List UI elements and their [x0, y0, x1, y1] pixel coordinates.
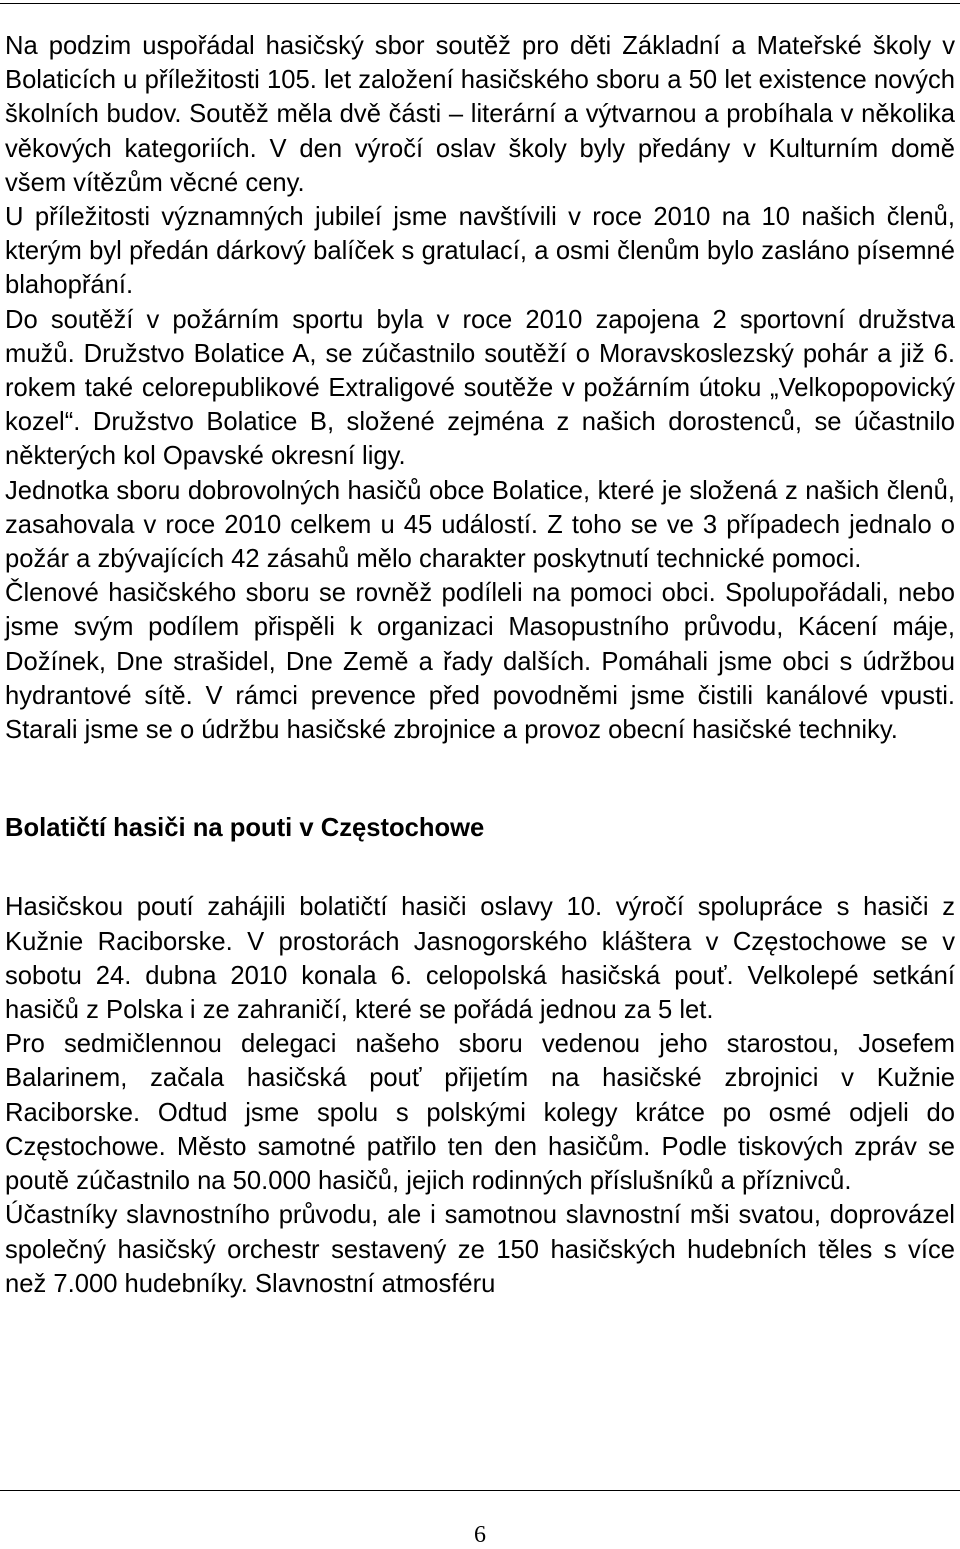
paragraph-fire-unit-interventions: Jednotka sboru dobrovolných hasičů obce Bolatice, které je složená z našich členů, zasahovala v roce 2010 celkem u 45 událostí. Z toho se ve 3 případech jednalo o požár a zbývajících 42 zásahů mělo charakter poskytnutí technické pomoci. — [5, 476, 955, 574]
top-rule — [0, 3, 960, 4]
section-spacer — [5, 747, 955, 811]
paragraph-school-competition: Na podzim uspořádal hasičský sbor soutěž pro děti Základní a Mateřské školy v Bolaticích u příležitosti 105. let založení hasičského sboru a 50 let existence nových školních budov. Soutěž měla dvě části – literární a výtvarnou a probíhala v několika věkových kategoriích. V den výročí oslav školy byly předány v Kulturním domě všem vítězům věcné ceny. — [5, 32, 955, 197]
paragraph-community-help: Členové hasičského sboru se rovněž podíleli na pomoci obci. Spolupořádali, nebo jsme svým podílem přispěli k organizaci Masopustního průvodu, Kácení máje, Dožínek, Dne strašidel, Dne Země a řady dalších. Pomáhali jsme obci s údržbou hydrantové sítě. V rámci prevence před povodněmi jsme čistili kanálové vpusti. Starali jsme se o údržbu hasičské zbrojnice a provoz obecní hasičské techniky. — [5, 579, 955, 745]
paragraph-jubilees: U příležitosti významných jubileí jsme navštívili v roce 2010 na 10 našich členů, kterým byl předán dárkový balíček s gratulací, a osmi členům bylo zasláno písemné blahopřání. — [5, 203, 955, 300]
section-spacer — [5, 845, 955, 890]
paragraph-fire-sport: Do soutěží v požárním sportu byla v roce 2010 zapojena 2 sportovní družstva mužů. Družstvo Bolatice A, se zúčastnilo soutěží o Moravskoslezský pohár a již 6. rokem také celorepublikové Extraligové soutěže v požárním útoku „Velkopopovický kozel“. Družstvo Bolatice B, složené zejména z našich dorostenců, se účastnilo některých kol Opavské okresní ligy. — [5, 305, 955, 471]
page-body — [5, 29, 955, 1301]
paragraph-delegation: Pro sedmičlennou delegaci našeho sboru vedenou jeho starostou, Josefem Balarinem, začala hasičská pouť přijetím na hasičské zbrojnici v Kužnie Raciborske. Odtud jsme spolu s polskými kolegy krátce po osmé odjeli do Częstochowe. Město samotné patřilo ten den hasičům. Podle tiskových zpráv se poutě zúčastnilo na 50.000 hasičů, jejich rodinných příslušníků a příznivců. — [5, 1030, 955, 1196]
footer-rule — [0, 1490, 960, 1491]
page-number: 6 — [474, 1522, 486, 1548]
section-heading: Bolatičtí hasiči na pouti v Częstochowe — [5, 814, 485, 843]
paragraph-procession: Účastníky slavnostního průvodu, ale i samotnou slavnostní mši svatou, doprovázel společný hasičský orchestr sestavený ze 150 hasičských hudebních těles s více než 7.000 hudebníky. Slavnostní atmosféru — [5, 1201, 955, 1298]
paragraph-pilgrimage-intro: Hasičskou poutí zahájili bolatičtí hasiči oslavy 10. výročí spolupráce s hasiči z Kužnie Raciborske. V prostorách Jasnogorského kláštera v Częstochowe se v sobotu 24. dubna 2010 konala 6. celopolská hasičská pouť. Velkolepé setkání hasičů z Polska i ze zahraničí, které se pořádá jednou za 5 let. — [5, 893, 955, 1025]
